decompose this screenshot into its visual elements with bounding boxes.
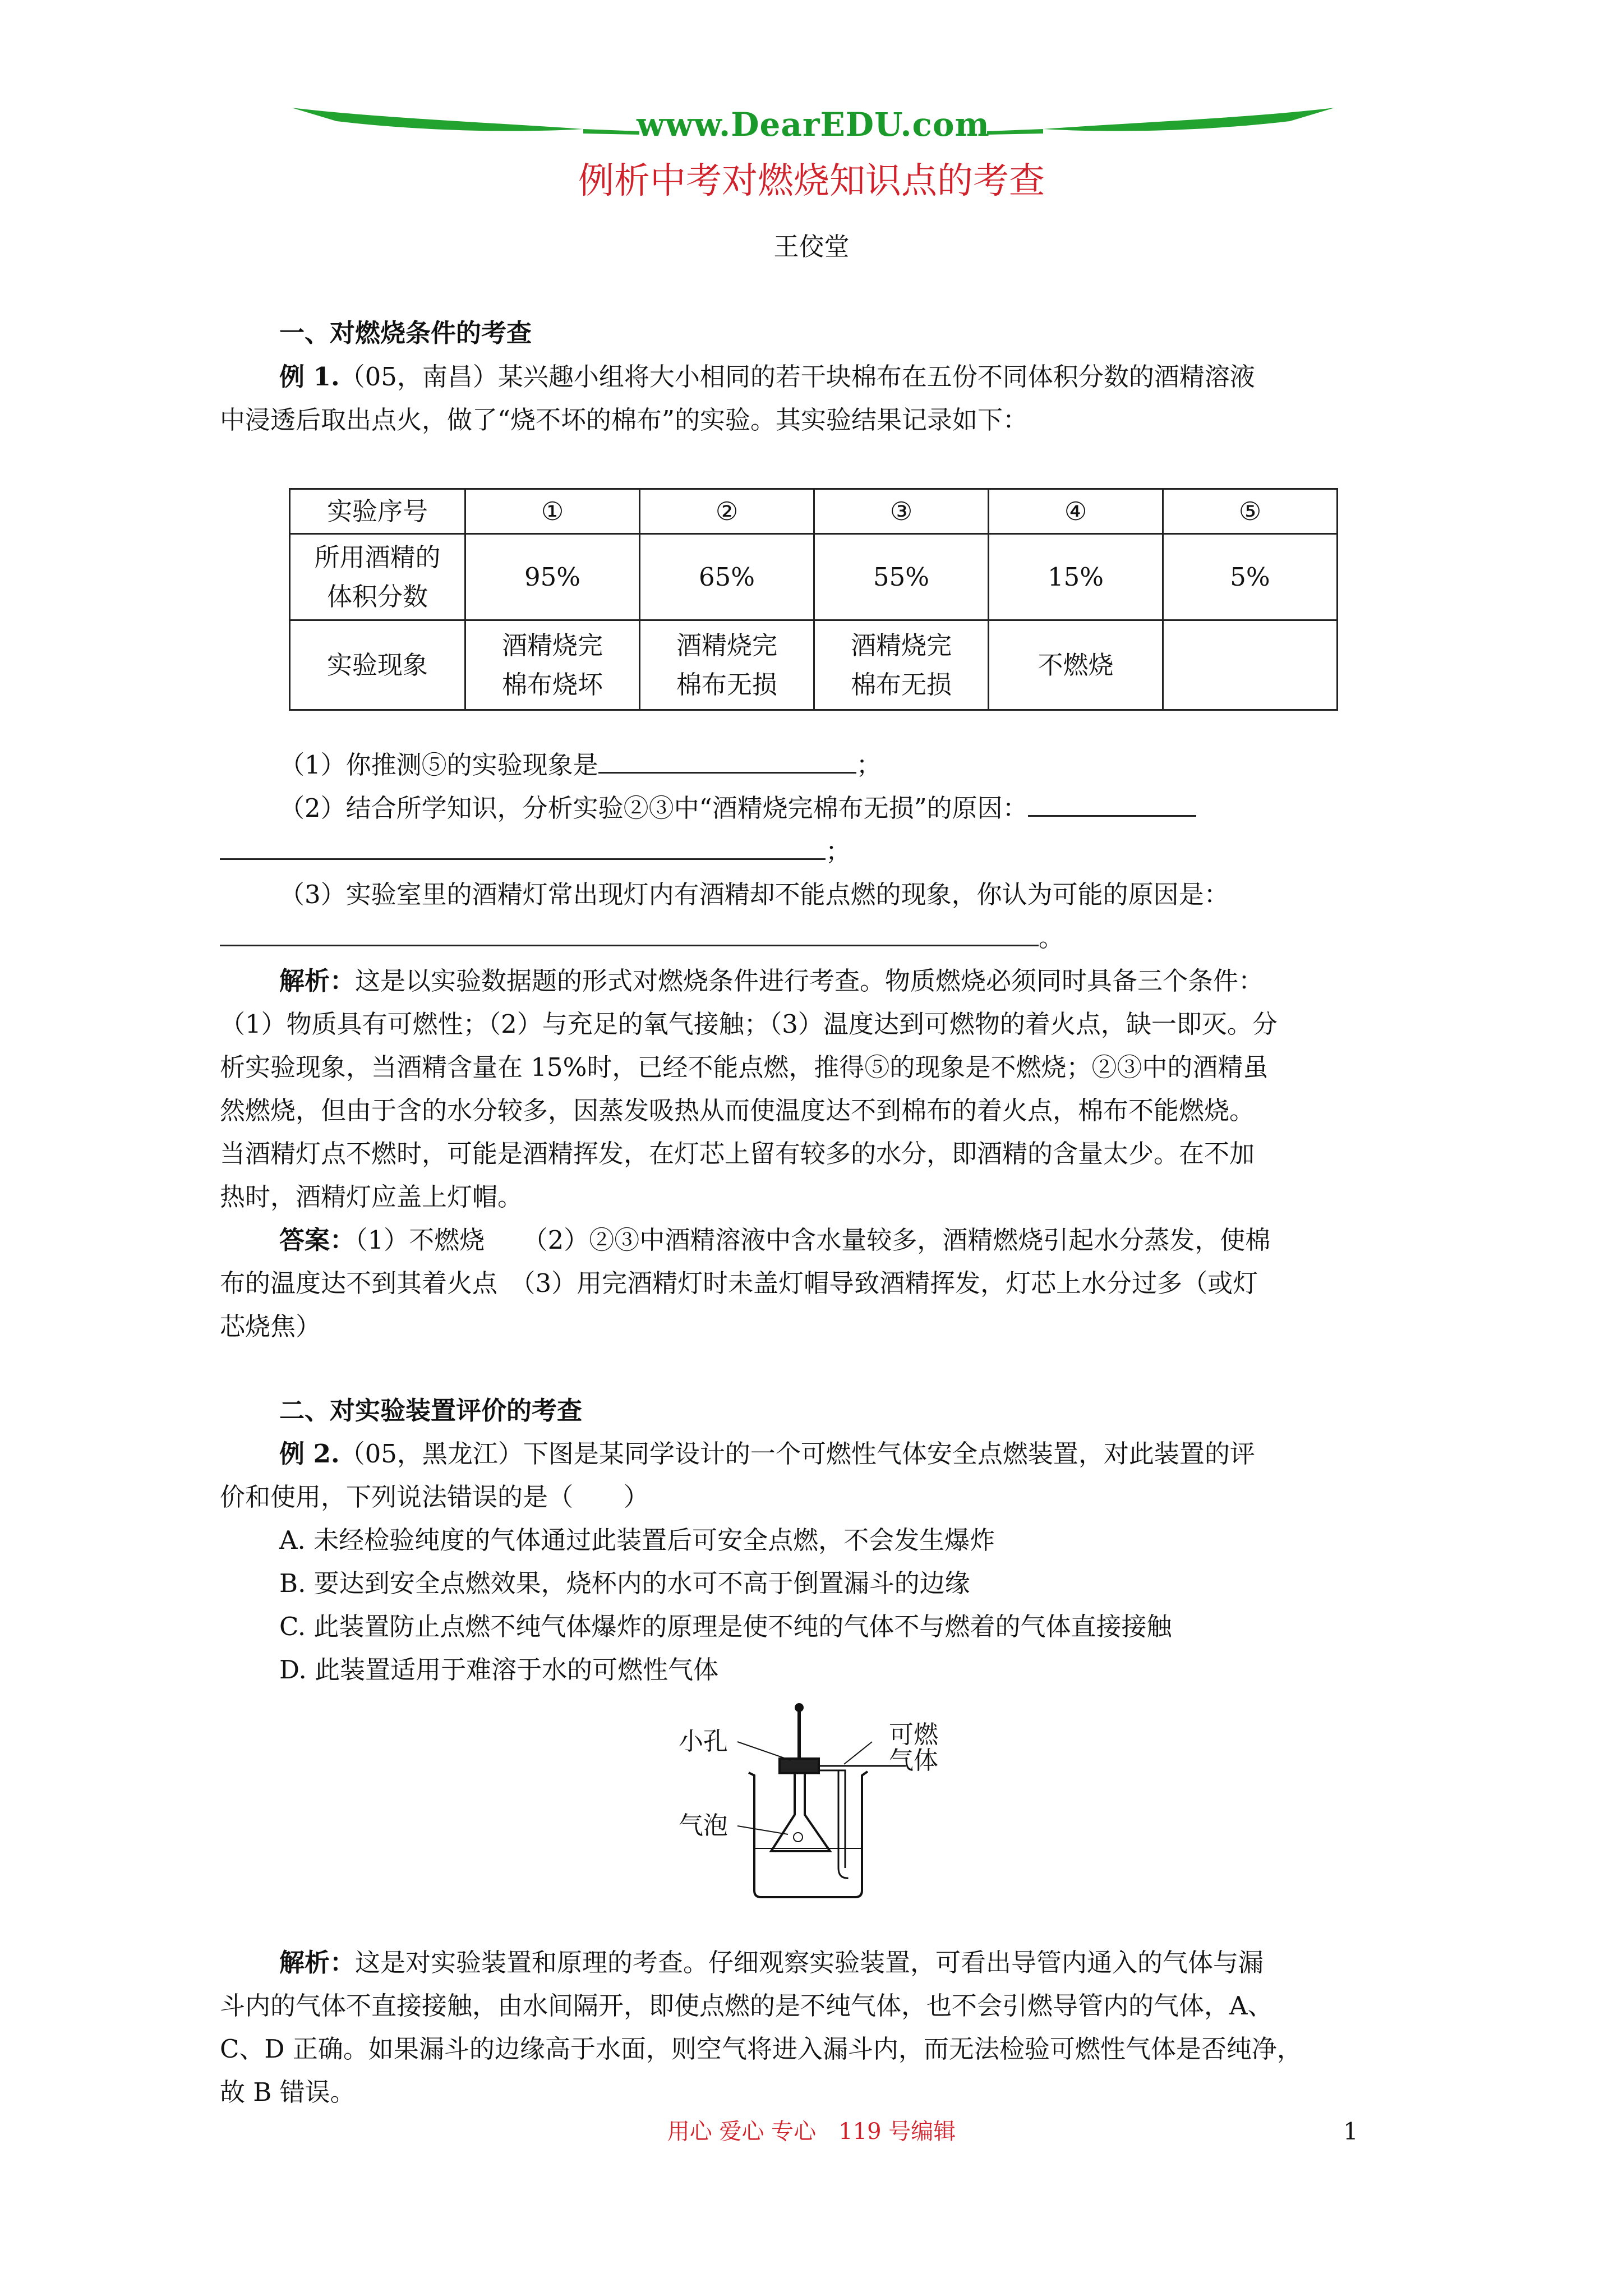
analysis-2-line-4: 故 B 错误。 [220,2077,356,2107]
table-row [290,620,1338,710]
table-cell: ① [465,489,640,534]
table-cell: ③ [814,489,989,534]
example-2-line-1: 例 2.（05，黑龙江）下图是某同学设计的一个可燃性气体安全点燃装置，对此装置的评 [279,1439,1255,1469]
example-2-label: 例 2. [279,1439,340,1469]
table-cell: 酒精烧完 棉布烧坏 [465,620,640,710]
question-2-continued: ； [220,830,1409,873]
document-title: 例析中考对燃烧知识点的考查 [578,160,1045,202]
example-1-line-2: 中浸透后取出点火，做了“烧不坏的棉布”的实验。其实验结果记录如下： [220,405,1029,435]
footer-text: 用心 爱心 专心 119 号编辑 [667,2119,956,2145]
section-2-heading: 二、对实验装置评价的考查 [279,1396,583,1425]
table-cell: 5% [1163,534,1338,620]
bubble-label: 气泡 [679,1811,728,1840]
answer-blank [220,920,1039,946]
analysis-2-line-1: 解析：这是对实验装置和原理的考查。仔细观察实验装置，可看出导管内通入的气体与漏 [279,1948,1264,1977]
example-1-line-1: 例 1.（05，南昌）某兴趣小组将大小相同的若干块棉布在五份不同体积分数的酒精溶液 [279,362,1255,392]
option-a: A. 未经检验纯度的气体通过此装置后可安全点燃，不会发生爆炸 [279,1525,995,1555]
section-1-heading: 一、对燃烧条件的考查 [279,318,532,348]
table-cell: 酒精烧完 棉布无损 [814,620,989,710]
answer-label: 答案： [279,1225,356,1255]
table-cell: 实验序号 [290,489,465,534]
answer-blank [220,834,826,860]
analysis-1-line-5: 当酒精灯点不燃时，可能是酒精挥发，在灯芯上留有较多的水分，即酒精的含量太少。在不加 [220,1139,1255,1168]
analysis-2-line-2: 斗内的气体不直接接触，由水间隔开，即使点燃的是不纯气体，也不会引燃导管内的气体，A、 [220,1991,1273,2021]
question-2: （2）结合所学知识，分析实验②③中“酒精烧完棉布无损”的原因： [279,786,1401,830]
question-3-continued: 。 [220,916,1409,959]
answer-1-line-3: 芯烧焦） [220,1312,321,1341]
option-b: B. 要达到安全点燃效果，烧杯内的水可不高于倒置漏斗的边缘 [279,1568,970,1598]
analysis-1-line-2: （1）物质具有可燃性；（2）与充足的氧气接触；（3）温度达到可燃物的着火点，缺一即灭。分 [220,1009,1278,1039]
example-2-line-2: 价和使用，下列说法错误的是（ ） [220,1482,649,1512]
table-cell: 不燃烧 [989,620,1163,710]
example-1-label: 例 1. [279,362,340,392]
site-logo[interactable]: www.DearEDU.com [637,105,990,144]
question-1: （1）你推测⑤的实验现象是 ； [279,743,1401,786]
table-cell: ⑤ [1163,489,1338,534]
table-cell: 酒精烧完 棉布无损 [640,620,814,710]
table-cell: 实验现象 [290,620,465,710]
table-cell: 65% [640,534,814,620]
apparatus-figure [670,1700,962,1913]
answer-blank [598,747,856,774]
answer-1-line-1: 答案：（1）不燃烧 （2）②③中酒精溶液中含水量较多，酒精燃烧引起水分蒸发，使棉 [279,1225,1271,1255]
option-c: C. 此装置防止点燃不纯气体爆炸的原理是使不纯的气体不与燃着的气体直接接触 [279,1612,1172,1641]
small-hole-label: 小孔 [679,1727,728,1756]
table-cell: ④ [989,489,1163,534]
analysis-label: 解析： [279,966,356,996]
table-cell: 95% [465,534,640,620]
results-table [289,488,1338,711]
table-cell: 55% [814,534,989,620]
analysis-1-line-4: 然燃烧，但由于含的水分较多，因蒸发吸热从而使温度达不到棉布的着火点，棉布不能燃烧。 [220,1096,1255,1125]
answer-blank [1028,790,1196,817]
analysis-label: 解析： [279,1948,356,1977]
document-author: 王佼堂 [773,232,850,261]
table-cell: 15% [989,534,1163,620]
answer-1-line-2: 布的温度达不到其着火点 （3）用完酒精灯时未盖灯帽导致酒精挥发，灯芯上水分过多（或灯 [220,1268,1258,1298]
analysis-1-line-3: 析实验现象，当酒精含量在 15%时，已经不能点燃，推得⑤的现象是不燃烧；②③中的酒精虽 [220,1052,1269,1082]
table-cell [1163,620,1338,710]
table-cell: ② [640,489,814,534]
question-3: （3）实验室里的酒精灯常出现灯内有酒精却不能点燃的现象，你认为可能的原因是： [279,880,1229,909]
table-row [290,534,1338,620]
table-row [290,489,1338,534]
analysis-1-line-6: 热时，酒精灯应盖上灯帽。 [220,1182,523,1212]
table-cell: 所用酒精的 体积分数 [290,534,465,620]
header-banner [292,95,1335,157]
analysis-1-line-1: 解析：这是以实验数据题的形式对燃烧条件进行考查。物质燃烧必须同时具备三个条件： [279,966,1264,996]
combustible-gas-label: 可燃 气体 [889,1720,938,1775]
option-d: D. 此装置适用于难溶于水的可燃性气体 [279,1655,719,1685]
page-number: 1 [1343,2118,1358,2145]
analysis-2-line-3: C、D 正确。如果漏斗的边缘高于水面，则空气将进入漏斗内，而无法检验可燃性气体是否纯净， [220,2034,1302,2064]
